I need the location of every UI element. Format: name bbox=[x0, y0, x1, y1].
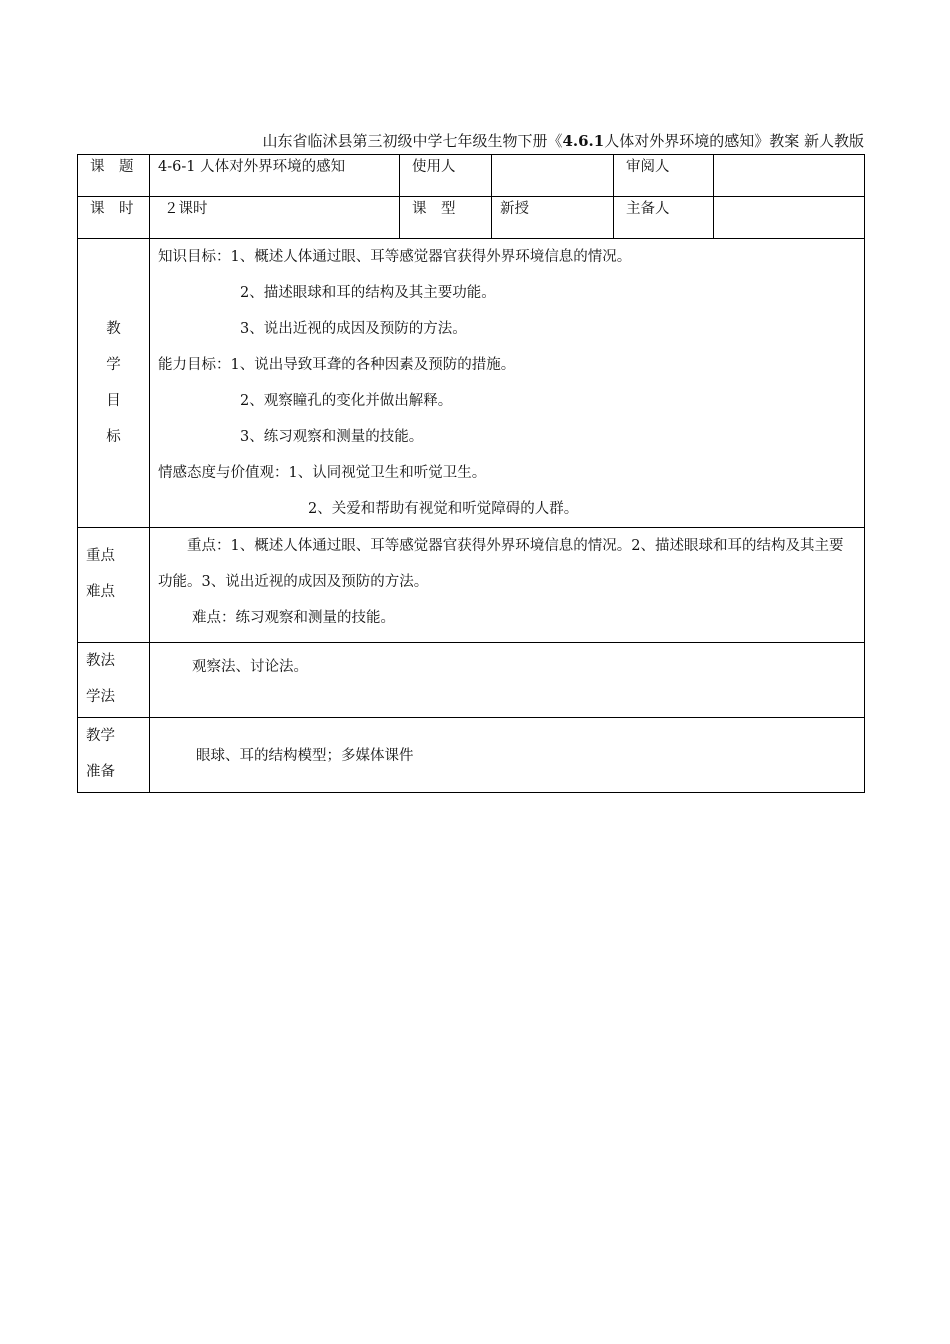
preparer-value bbox=[714, 197, 865, 239]
type-value: 新授 bbox=[492, 197, 614, 239]
goals-label-char: 目 bbox=[106, 393, 121, 409]
goal-line: 3、练习观察和测量的技能。 bbox=[240, 429, 424, 445]
table-row-topic bbox=[78, 155, 865, 197]
key-points-content bbox=[150, 528, 865, 643]
key-points-label bbox=[78, 528, 150, 643]
key-points-label-line: 难点 bbox=[86, 584, 115, 600]
methods-label-line: 学法 bbox=[86, 689, 115, 705]
lesson-plan-table bbox=[77, 154, 865, 793]
document-title bbox=[77, 131, 864, 151]
goal-line: 知识目标：1、概述人体通过眼、耳等感觉器官获得外界环境信息的情况。 bbox=[158, 249, 632, 265]
methods-label-line: 教法 bbox=[86, 653, 115, 669]
user-label: 使用人 bbox=[400, 155, 492, 197]
preparation-label-line: 教学 bbox=[86, 728, 115, 744]
goal-line: 2、观察瞳孔的变化并做出解释。 bbox=[240, 393, 453, 409]
hours-label: 课 时 bbox=[78, 197, 150, 239]
hours-value: ２课时 bbox=[150, 197, 400, 239]
topic-value: 4-6-1 人体对外界环境的感知 bbox=[150, 155, 400, 197]
preparation-label bbox=[78, 718, 150, 793]
title-number: 4.6.1 bbox=[562, 132, 605, 150]
table-row-goals bbox=[78, 239, 865, 528]
table-row-preparation bbox=[78, 718, 865, 793]
topic-label: 课 题 bbox=[78, 155, 150, 197]
goals-label bbox=[78, 239, 150, 528]
goals-label-char: 学 bbox=[106, 357, 121, 373]
type-label: 课 型 bbox=[400, 197, 492, 239]
table-row-hours bbox=[78, 197, 865, 239]
goals-content bbox=[150, 239, 865, 528]
preparation-content bbox=[150, 718, 865, 793]
goal-line: 2、描述眼球和耳的结构及其主要功能。 bbox=[240, 285, 496, 301]
preparation-label-line: 准备 bbox=[86, 764, 115, 780]
goal-line: 2、关爱和帮助有视觉和听觉障碍的人群。 bbox=[308, 501, 579, 517]
table-row-methods bbox=[78, 643, 865, 718]
title-prefix: 山东省临沭县第三初级中学七年级生物下册《 bbox=[262, 132, 563, 150]
goal-line: 3、说出近视的成因及预防的方法。 bbox=[240, 321, 467, 337]
goal-line: 情感态度与价值观：1、认同视觉卫生和听觉卫生。 bbox=[158, 465, 487, 481]
goals-label-char: 标 bbox=[106, 429, 121, 445]
goal-line: 能力目标：1、说出导致耳聋的各种因素及预防的措施。 bbox=[158, 357, 516, 373]
preparation-text: 眼球、耳的结构模型；多媒体课件 bbox=[196, 748, 414, 764]
reviewer-value bbox=[714, 155, 865, 197]
key-points-text: 重点：1、概述人体通过眼、耳等感觉器官获得外界环境信息的情况。2、描述眼球和耳的结构及其主要功能。3、说出近视的成因及预防的方法。 bbox=[158, 538, 844, 590]
preparer-label: 主备人 bbox=[614, 197, 714, 239]
table-row-key-points bbox=[78, 528, 865, 643]
methods-text: 观察法、讨论法。 bbox=[192, 659, 308, 675]
title-suffix: 人体对外界环境的感知》教案 新人教版 bbox=[604, 132, 864, 150]
goals-label-char: 教 bbox=[106, 321, 121, 337]
key-points-label-line: 重点 bbox=[86, 548, 115, 564]
reviewer-label: 审阅人 bbox=[614, 155, 714, 197]
methods-label bbox=[78, 643, 150, 718]
methods-content bbox=[150, 643, 865, 718]
difficulty-text: 难点：练习观察和测量的技能。 bbox=[192, 610, 395, 626]
user-value bbox=[492, 155, 614, 197]
